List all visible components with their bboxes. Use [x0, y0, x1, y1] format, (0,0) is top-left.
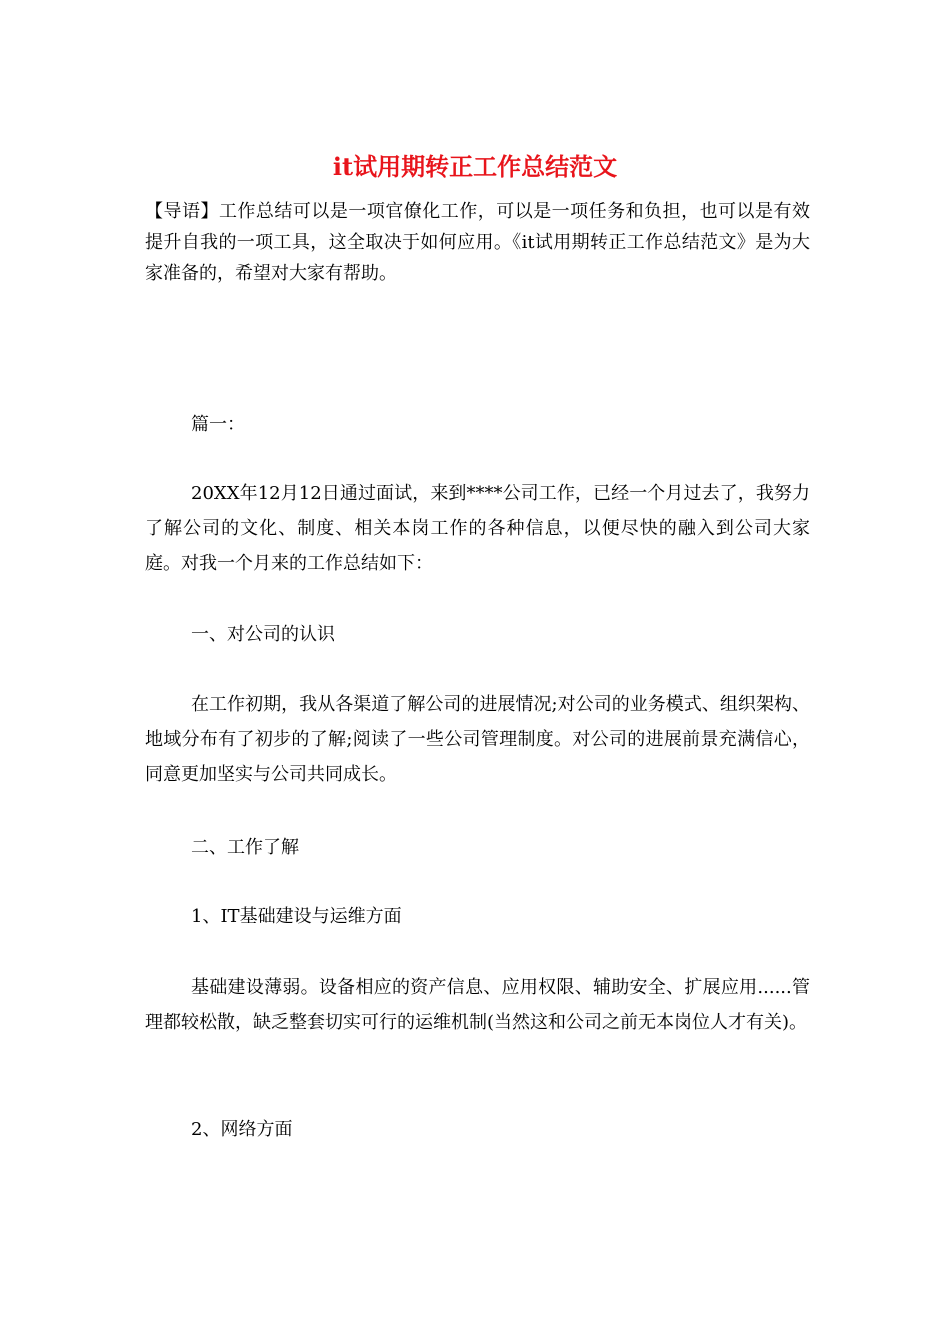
section-label: 篇一：	[191, 414, 245, 435]
paragraph-1: 20XX年12月12日通过面试，来到****公司工作，已经一个月过去了，我努力了解公司的文化、制度、相关本岗工作的各种信息，以便尽快的融入到公司大家庭。对我一个月来的工作总结如下：	[145, 483, 810, 574]
heading-network: 2、网络方面	[191, 1119, 293, 1140]
heading-company-understanding: 一、对公司的认识	[191, 624, 335, 645]
document-title: it试用期转正工作总结范文	[332, 152, 618, 181]
heading-it-infrastructure: 1、IT基础建设与运维方面	[191, 906, 402, 927]
heading-work-understanding: 二、工作了解	[191, 837, 299, 858]
paragraph-2: 在工作初期，我从各渠道了解公司的进展情况;对公司的业务模式、组织架构、地域分布有了初步的了解;阅读了一些公司管理制度。对公司的进展前景充满信心，同意更加坚实与公司共同成长。	[145, 694, 810, 785]
paragraph-3: 基础建设薄弱。设备相应的资产信息、应用权限、辅助安全、扩展应用......管理都较松散，缺乏整套切实可行的运维机制(当然这和公司之前无本岗位人才有关)。	[145, 977, 810, 1033]
intro-paragraph: 【导语】工作总结可以是一项官僚化工作，可以是一项任务和负担，也可以是有效提升自我的一项工具，这全取决于如何应用。《it试用期转正工作总结范文》是为大家准备的，希望对大家有帮助。	[145, 201, 810, 284]
